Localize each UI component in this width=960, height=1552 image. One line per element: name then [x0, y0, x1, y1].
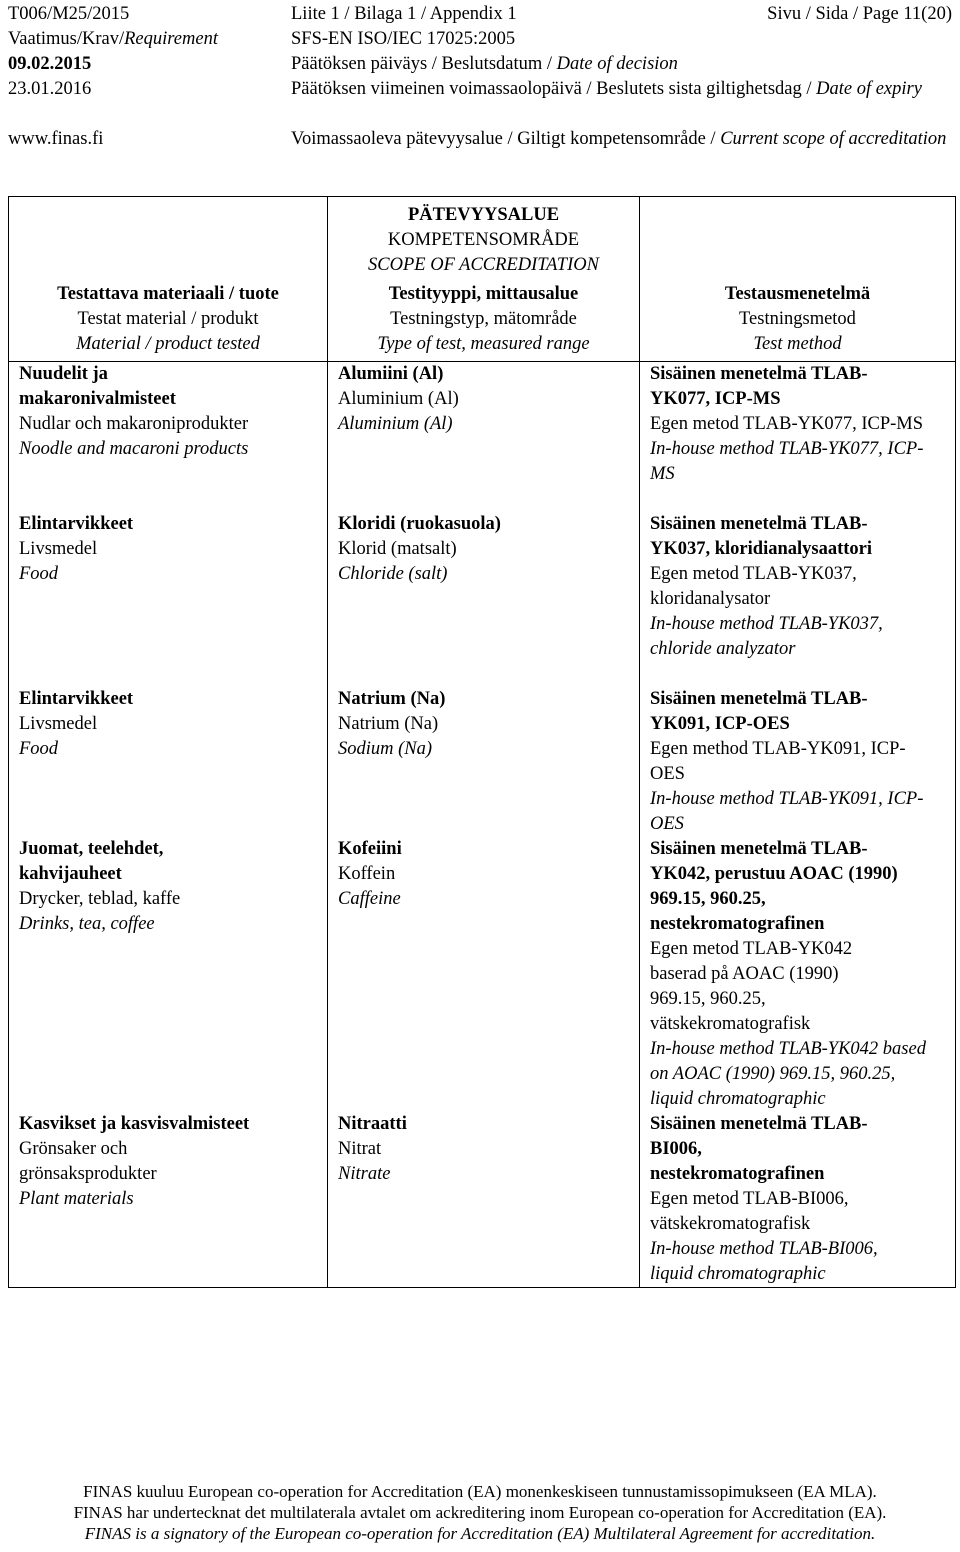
table-row: [9, 362, 956, 513]
material-cell: Nuudelit ja makaronivalmisteet Nudlar och makaroniprodukter Noodle and macaroni products: [9, 362, 328, 513]
expiry-date-label: Päätöksen viimeinen voimassaolopäivä / Beslutets sista giltighetsdag / Date of expiry: [291, 79, 922, 99]
method-cell: Sisäinen menetelmä TLAB-YK037, kloridianalysaattori Egen metod TLAB-YK037, kloridanalysator In-house method TLAB-YK037, chloride analyzator: [640, 512, 956, 687]
method-cell: Sisäinen menetelmä TLAB-YK042, perustuu AOAC (1990) 969.15, 960.25, nestekromatografinen Egen metod TLAB-YK042 baserad på AOAC (1990) 969.15, 960.25, vätskekromatografisk In-house method TLAB-YK042 based on AOAC (1990) 969.15, 960.25, liquid chromatographic: [640, 837, 956, 1112]
column-header-test-type: PÄTEVYYSALUE KOMPETENSOMRÅDE SCOPE OF ACCREDITATION Testityyppi, mittausalue Testningstyp, mätområde Type of test, measured range: [328, 197, 640, 362]
expiry-date: 23.01.2016: [8, 79, 92, 99]
table-header-row: [9, 197, 956, 362]
method-cell: Sisäinen menetelmä TLAB-YK077, ICP-MS Egen metod TLAB-YK077, ICP-MS In-house method TLAB-YK077, ICP-MS: [640, 362, 956, 513]
test-cell: Alumiini (Al) Aluminium (Al) Aluminium (Al): [328, 362, 640, 513]
method-cell: Sisäinen menetelmä TLAB-YK091, ICP-OES Egen method TLAB-YK091, ICP-OES In-house method TLAB-YK091, ICP-OES: [640, 687, 956, 837]
method-cell: Sisäinen menetelmä TLAB-BI006, nestekromatografinen Egen metod TLAB-BI006, vätskekromatografisk In-house method TLAB-BI006, liquid chromatographic: [640, 1112, 956, 1288]
page-number: Sivu / Sida / Page 11(20): [767, 4, 952, 24]
test-cell: Natrium (Na) Natrium (Na) Sodium (Na): [328, 687, 640, 837]
material-cell: Elintarvikkeet Livsmedel Food: [9, 687, 328, 837]
footer-note-sv: FINAS har undertecknat det multilaterala avtalet om ackreditering inom European co-operation for Accreditation (EA).: [73, 1503, 887, 1522]
reference-code: T006/M25/2015: [8, 4, 130, 24]
material-cell: Kasvikset ja kasvisvalmisteet Grönsaker och grönsaksprodukter Plant materials: [9, 1112, 328, 1288]
material-cell: Elintarvikkeet Livsmedel Food: [9, 512, 328, 687]
requirement-label: Vaatimus/Krav/Requirement: [8, 29, 218, 49]
scope-caption-sv: KOMPETENSOMRÅDE: [387, 230, 580, 250]
website-link[interactable]: www.finas.fi: [8, 129, 104, 149]
test-cell: Kloridi (ruokasuola) Klorid (matsalt) Chloride (salt): [328, 512, 640, 687]
scope-table: [8, 196, 956, 1288]
footer-note-en: FINAS is a signatory of the European co-operation for Accreditation (EA) Multilateral Agreement for accreditation.: [84, 1524, 876, 1543]
table-row: [9, 687, 956, 837]
scope-label: Voimassaoleva pätevyysalue / Giltigt kompetensområde / Current scope of accreditation: [291, 129, 947, 149]
test-cell: Nitraatti Nitrat Nitrate: [328, 1112, 640, 1288]
column-header-method: Testausmenetelmä Testningsmetod Test method: [640, 197, 956, 362]
table-row: [9, 837, 956, 1112]
table-row: [9, 512, 956, 687]
scope-caption-fi: PÄTEVYYSALUE: [407, 205, 560, 225]
decision-date-label: Päätöksen päiväys / Beslutsdatum / Date of decision: [291, 54, 678, 74]
standard-name: SFS-EN ISO/IEC 17025:2005: [291, 29, 516, 49]
column-header-material: Testattava materiaali / tuote Testat material / produkt Material / product tested: [9, 197, 328, 362]
scope-caption-en: SCOPE OF ACCREDITATION: [368, 255, 599, 275]
page-footer: [0, 1481, 960, 1544]
table-row: [9, 1112, 956, 1288]
decision-date: 09.02.2015: [8, 54, 92, 74]
material-cell: Juomat, teelehdet, kahvijauheet Drycker, teblad, kaffe Drinks, tea, coffee: [9, 837, 328, 1112]
footer-note-fi: FINAS kuuluu European co-operation for Accreditation (EA) monenkeskiseen tunnustamissopimukseen (EA MLA).: [83, 1482, 877, 1501]
document-header: [0, 0, 960, 180]
appendix-label: Liite 1 / Bilaga 1 / Appendix 1: [291, 4, 517, 24]
test-cell: Kofeiini Koffein Caffeine: [328, 837, 640, 1112]
